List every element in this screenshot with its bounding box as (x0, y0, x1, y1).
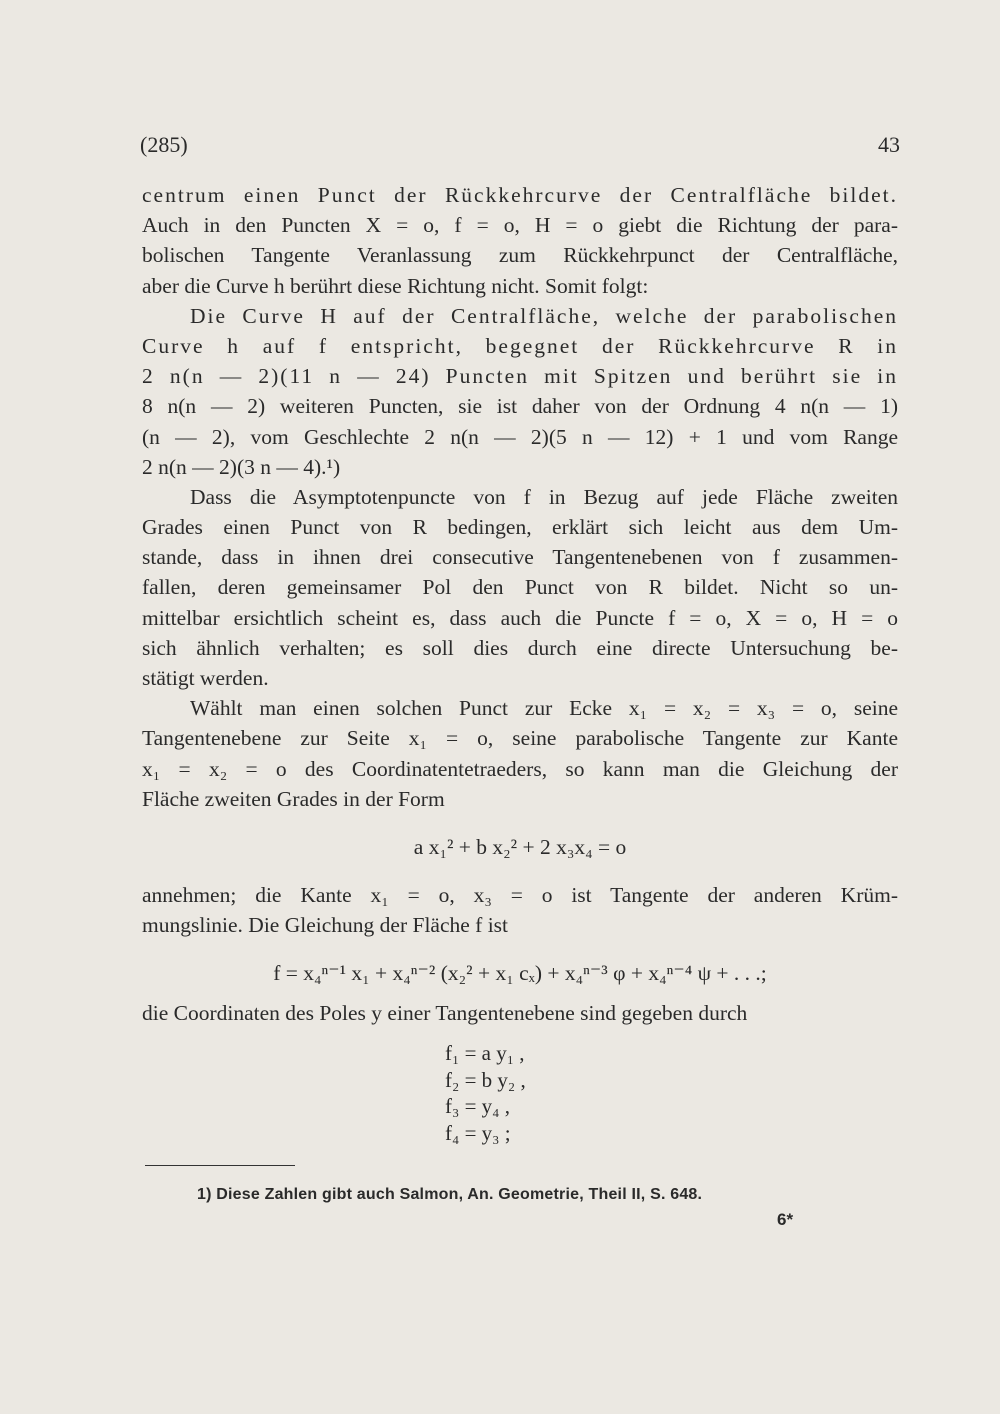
signature-mark: 6* (777, 1210, 794, 1229)
text-line: Wählt man einen solchen Punct zur Ecke x₁ = x₂ = x₃ = o, seine (190, 696, 898, 721)
text-line: x₁ = x₂ = o des Coordinatentetraeders, so kann man die Gleichung der (142, 756, 898, 781)
page-reference: (285) (140, 132, 188, 157)
text-line: mittelbar ersichtlich scheint es, dass auch die Puncte f = o, X = o, H = o (142, 605, 898, 630)
theorem-line: 2 n(n — 2)(11 n — 24) Puncten mit Spitzen und berührt sie in (142, 364, 898, 389)
text-line: centrum einen Punct der Rückkehrcurve der Centralfläche bildet. (142, 183, 898, 207)
equation-line: f₂ = b y₂ , (445, 1067, 526, 1092)
text-line: bolischen Tangente Veranlassung zum Rückkehrpunct der Centralfläche, (142, 243, 898, 268)
text-line: mungslinie. Die Gleichung der Fläche f ist (142, 913, 509, 938)
text-line: Fläche zweiten Grades in der Form (142, 786, 445, 811)
quadric-equation: a x₁² + b x₂² + 2 x₃x₄ = o (413, 834, 627, 859)
text-line: Tangentenebene zur Seite x₁ = o, seine parabolische Tangente zur Kante (142, 726, 898, 751)
footnote: 1) Diese Zahlen gibt auch Salmon, An. Geometrie, Theil II, S. 648. (197, 1186, 703, 1203)
text-line: Dass die Asymptotenpuncte von f in Bezug auf jede Fläche zweiten (190, 484, 898, 509)
text-line: stande, dass in ihnen drei consecutive Tangentenebenen von f zusammen- (142, 545, 898, 570)
theorem-line: (n — 2), vom Geschlechte 2 n(n — 2)(5 n — 12) + 1 und vom Range (142, 424, 898, 449)
equation-line: f₃ = y₄ , (445, 1094, 510, 1118)
theorem-line: Die Curve H auf der Centralfläche, welche der parabolischen (190, 303, 898, 328)
text-line: fallen, deren gemeinsamer Pol den Punct von R bildet. Nicht so un- (142, 575, 898, 600)
text-line: stätigt werden. (142, 666, 269, 690)
page-number: 43 (878, 132, 900, 157)
equation-line: f₁ = a y₁ , (445, 1041, 525, 1065)
text-line: die Coordinaten des Poles y einer Tangentenebene sind gegeben durch (142, 1001, 748, 1026)
equation-line: f₄ = y₃ ; (445, 1120, 511, 1145)
footnote-divider (145, 1165, 295, 1166)
surface-equation: f = x₄ⁿ⁻¹ x₁ + x₄ⁿ⁻² (x₂² + x₁ cₓ) + x₄ⁿ⁻³ φ + x₄ⁿ⁻⁴ ψ + . . .; (273, 961, 767, 986)
pole-equations (445, 1040, 526, 1146)
text-line: Auch in den Puncten X = o, f = o, H = o giebt die Richtung der para- (142, 213, 898, 238)
text-line: aber die Curve h berührt diese Richtung nicht. Somit folgt: (142, 273, 649, 298)
theorem-line: 2 n(n — 2)(3 n — 4).¹) (142, 454, 341, 479)
theorem-line: 8 n(n — 2) weiteren Puncten, sie ist daher von der Ordnung 4 n(n — 1) (142, 394, 898, 419)
text-line: sich ähnlich verhalten; es soll dies durch eine directe Untersuchung be- (142, 635, 898, 660)
page-header (140, 132, 900, 162)
body-text (142, 180, 898, 1029)
theorem-line: Curve h auf f entspricht, begegnet der Rückkehrcurve R in (142, 333, 898, 358)
text-line: annehmen; die Kante x₁ = o, x₃ = o ist Tangente der anderen Krüm- (142, 882, 898, 907)
text-line: Grades einen Punct von R bedingen, erklärt sich leicht aus dem Um- (142, 515, 898, 540)
